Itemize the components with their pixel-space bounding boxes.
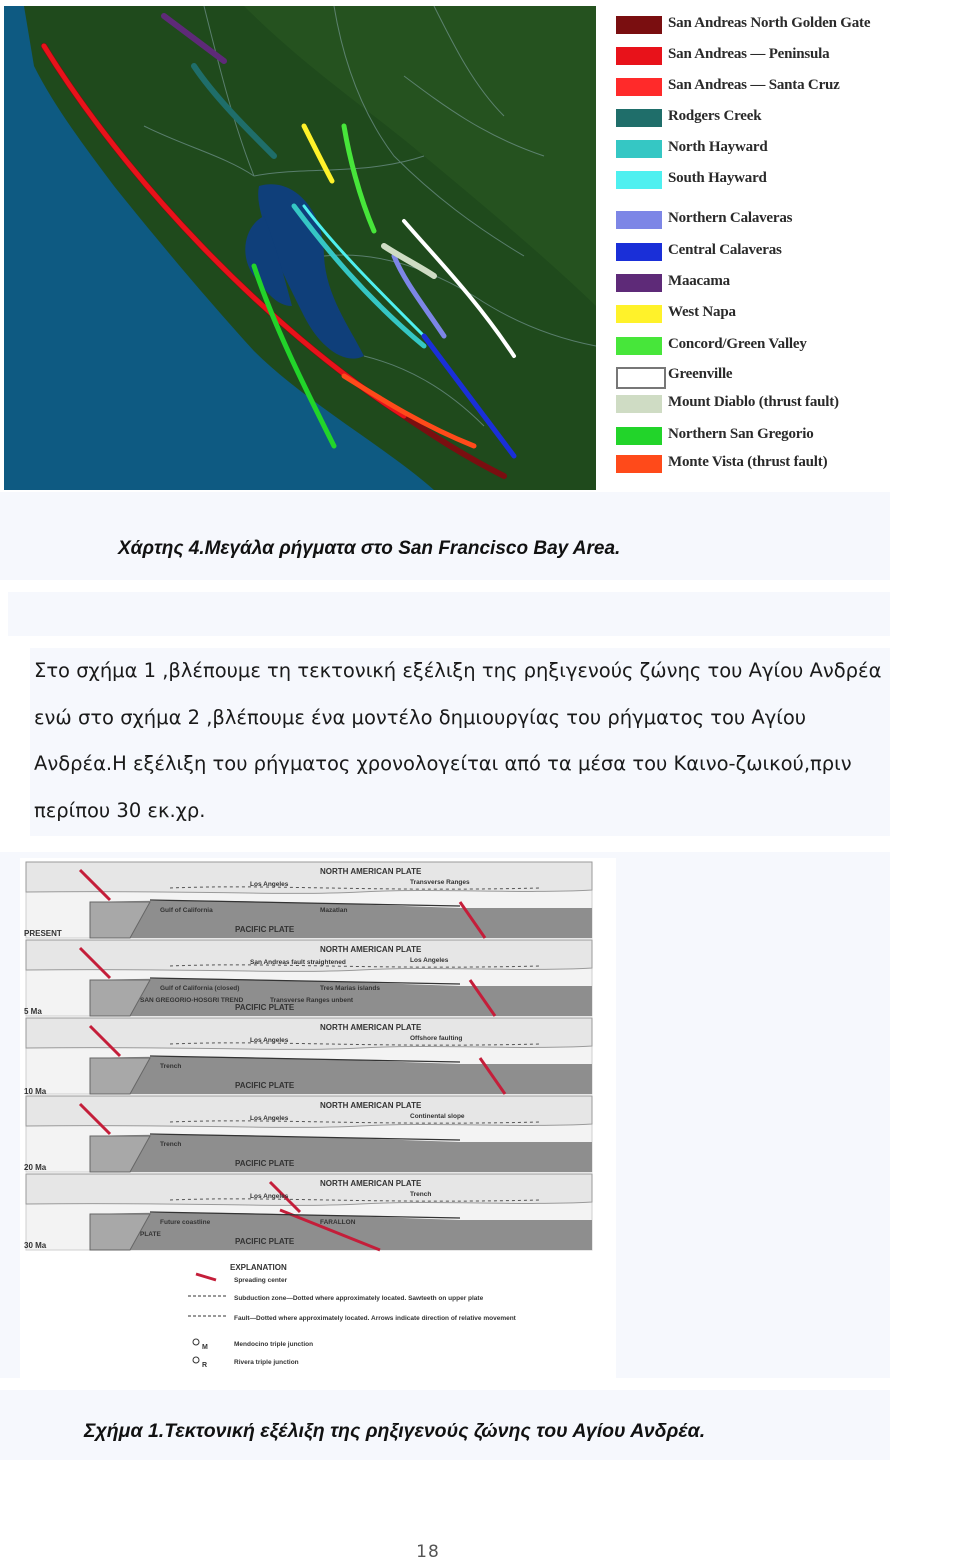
legend-label: Northern Calaveras	[668, 210, 793, 226]
explanation-item: Spreading center	[234, 1277, 288, 1284]
legend-item	[612, 14, 952, 36]
legend-label: San Andreas — Peninsula	[668, 46, 830, 62]
panel-time-label: 30 Ma	[24, 1241, 47, 1250]
panel-note: Los Angeles	[250, 1037, 289, 1044]
legend-swatch	[616, 211, 662, 229]
panel-note: SAN GREGORIO-HOSGRI TREND	[140, 997, 244, 1004]
legend-item	[612, 209, 952, 231]
body-paragraph: Στο σχήμα 1 ,βλέπουμε τη τεκτονική εξέλιξη της ρηξιγενούς ζώνης του Αγίου Ανδρέα ενώ στο σχήμα 2 ,βλέπουμε ένα μοντέλο δημιουργίας του ρήγματος του Αγίου Ανδρέα.Η εξέλιξη του ρήγματος χρονολογείται από τα μέσα του Καινο-ζωικού,πριν περίπου 30 εκ.χρ.	[34, 659, 882, 822]
legend-label: Maacama	[668, 273, 730, 289]
panel-top-label: NORTH AMERICAN PLATE	[320, 867, 422, 876]
map-caption-band	[0, 492, 890, 580]
explanation-item: Rivera triple junction	[234, 1359, 299, 1366]
panel-note: PLATE	[140, 1231, 161, 1238]
fault-legend	[612, 12, 952, 488]
panel-note: Los Angeles	[250, 881, 289, 888]
legend-swatch	[616, 274, 662, 292]
panel-bottom-label: PACIFIC PLATE	[235, 925, 295, 934]
legend-swatch	[616, 367, 666, 389]
panel-top-label: NORTH AMERICAN PLATE	[320, 945, 422, 954]
legend-item	[612, 453, 952, 475]
explanation-title: EXPLANATION	[230, 1263, 287, 1272]
legend-item	[612, 138, 952, 160]
legend-swatch	[616, 427, 662, 445]
tectonic-caption: Σχήμα 1.Τεκτονική εξέλιξη της ρηξιγενούς ζώνης του Αγίου Ανδρέα.	[84, 1420, 706, 1442]
panel-bottom-label: PACIFIC PLATE	[235, 1003, 295, 1012]
panel-note: Los Angeles	[410, 957, 449, 964]
explanation-item: Fault—Dotted where approximately located. Arrows indicate direction of relative movement	[234, 1315, 516, 1322]
panel-bottom-label: PACIFIC PLATE	[235, 1237, 295, 1246]
panel-bottom-label: PACIFIC PLATE	[235, 1159, 295, 1168]
legend-label: Rodgers Creek	[668, 108, 762, 124]
panel-time-label: 20 Ma	[24, 1163, 47, 1172]
legend-label: West Napa	[668, 304, 736, 320]
legend-label: Concord/Green Valley	[668, 336, 807, 352]
legend-item	[612, 393, 952, 415]
panel-note: Tres Marias islands	[320, 985, 380, 992]
panel-note: Transverse Ranges unbent	[270, 997, 354, 1004]
legend-swatch	[616, 171, 662, 189]
legend-label: Northern San Gregorio	[668, 426, 814, 442]
legend-swatch	[616, 395, 662, 413]
legend-item	[612, 76, 952, 98]
tectonic-caption-band	[0, 1390, 890, 1460]
panel-top-label: NORTH AMERICAN PLATE	[320, 1101, 422, 1110]
panel-time-label: 10 Ma	[24, 1087, 47, 1096]
legend-label: San Andreas — Santa Cruz	[668, 77, 840, 93]
legend-label: North Hayward	[668, 139, 768, 155]
panel-note: Trench	[160, 1141, 182, 1148]
map-caption: Χάρτης 4.Μεγάλα ρήγματα στο San Francisco Bay Area.	[118, 538, 621, 559]
legend-item	[612, 425, 952, 447]
legend-label: Greenville	[668, 366, 733, 382]
panel-top-label: NORTH AMERICAN PLATE	[320, 1023, 422, 1032]
legend-swatch	[616, 47, 662, 65]
panel-time-label: 5 Ma	[24, 1007, 42, 1016]
legend-swatch	[616, 16, 662, 34]
panel-time-label: PRESENT	[24, 929, 62, 938]
panel-top-label: NORTH AMERICAN PLATE	[320, 1179, 422, 1188]
legend-swatch	[616, 140, 662, 158]
panel-note: Mazatlan	[320, 907, 348, 914]
legend-item	[612, 335, 952, 357]
legend-label: Central Calaveras	[668, 242, 782, 258]
legend-item	[612, 303, 952, 325]
legend-swatch	[616, 337, 662, 355]
panel-note: Transverse Ranges	[410, 879, 470, 886]
panel-note: Los Angeles	[250, 1115, 289, 1122]
legend-swatch	[616, 305, 662, 323]
legend-swatch	[616, 243, 662, 261]
spacer-band	[8, 592, 890, 636]
paragraph-band	[30, 648, 890, 836]
page-number: 18	[416, 1542, 440, 1562]
legend-item	[612, 107, 952, 129]
panel-note: Trench	[410, 1191, 432, 1198]
legend-swatch	[616, 78, 662, 96]
tectonic-evolution-figure	[20, 858, 616, 1378]
panel-note: San Andreas fault straightened	[250, 959, 346, 966]
panel-note: Trench	[160, 1063, 182, 1070]
legend-label: Monte Vista (thrust fault)	[668, 454, 828, 470]
explanation-item: Subduction zone—Dotted where approximately located. Sawteeth on upper plate	[234, 1295, 484, 1302]
legend-item	[612, 365, 952, 387]
explanation-symbol-m: M	[202, 1344, 208, 1351]
panel-note: FARALLON	[320, 1219, 356, 1226]
legend-swatch	[616, 109, 662, 127]
panel-bottom-label: PACIFIC PLATE	[235, 1081, 295, 1090]
legend-label: San Andreas North Golden Gate	[668, 15, 871, 31]
legend-label: South Hayward	[668, 170, 767, 186]
fault-map-svg	[4, 6, 596, 490]
legend-item	[612, 272, 952, 294]
explanation-item: Mendocino triple junction	[234, 1341, 314, 1348]
explanation-symbol-r: R	[202, 1362, 208, 1369]
panel-note: Offshore faulting	[410, 1035, 463, 1042]
legend-item	[612, 241, 952, 263]
legend-item	[612, 45, 952, 67]
panel-note: Gulf of California	[160, 907, 213, 914]
legend-swatch	[616, 455, 662, 473]
panel-note: Future coastline	[160, 1219, 211, 1226]
panel-note: Gulf of California (closed)	[160, 985, 240, 992]
legend-label: Mount Diablo (thrust fault)	[668, 394, 839, 410]
fault-map-image	[4, 6, 596, 490]
panel-note: Los Angeles	[250, 1193, 289, 1200]
legend-item	[612, 169, 952, 191]
panel-note: Continental slope	[410, 1113, 465, 1120]
